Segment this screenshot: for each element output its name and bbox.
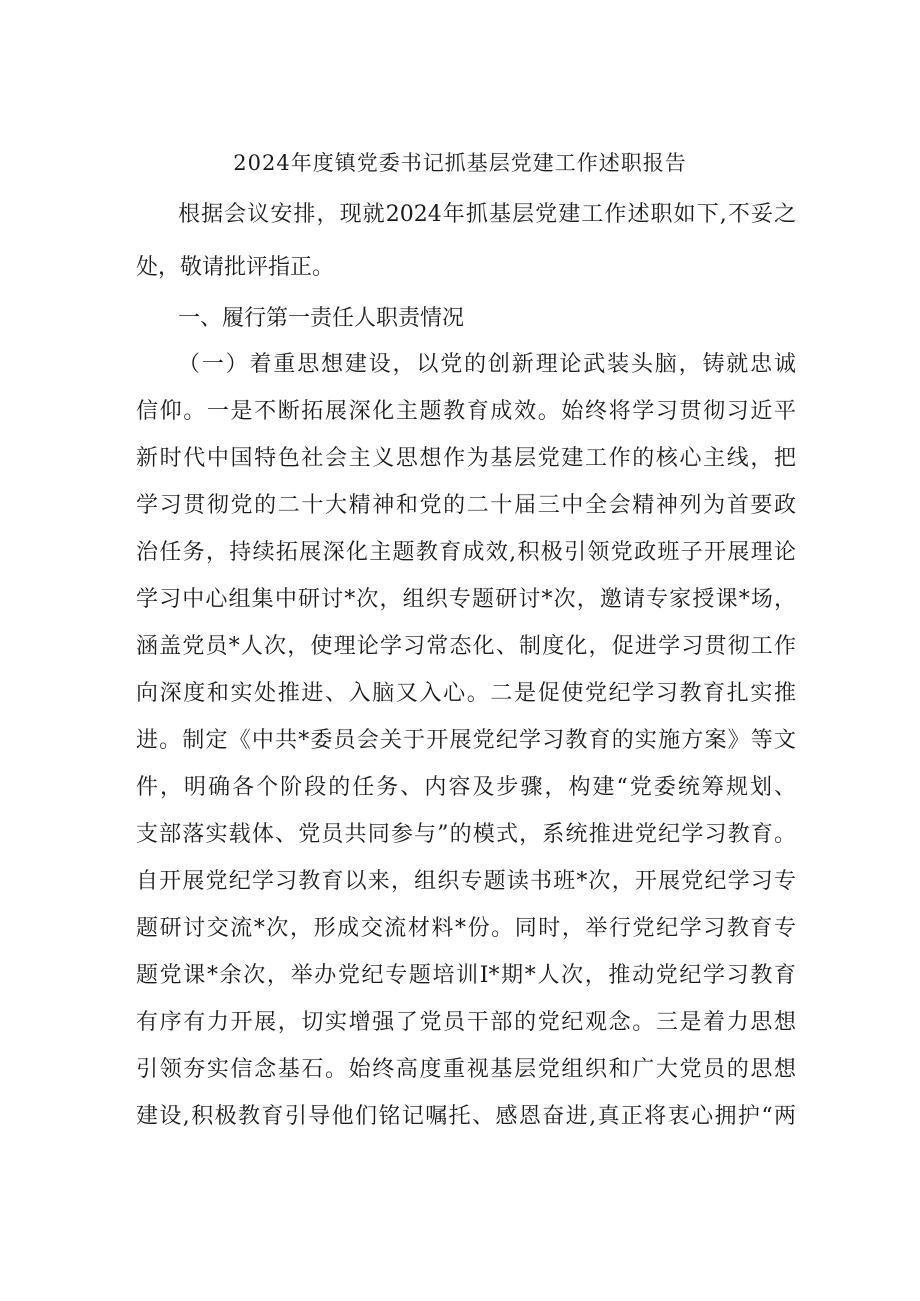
paragraph-line: 向深度和实处推进、入脑又入心。二是促使党纪学习教育扎实推	[136, 681, 796, 706]
paragraph-line: 处，敬请批评指正。	[136, 255, 335, 280]
paragraph-line: 根据会议安排，现就2024年抓基层党建工作述职如下,不妥之	[178, 202, 796, 227]
paragraph-line: 有序有力开展，切实增强了党员干部的党纪观念。三是着力思想	[136, 1010, 796, 1035]
paragraph-line: 学习中心组集中研讨*次，组织专题研讨*次，邀请专家授课*场，	[136, 587, 796, 612]
paragraph-line: 题研讨交流*次，形成交流材料*份。同时，举行党纪学习教育专	[136, 916, 796, 941]
paragraph-line: 进。制定《中共*委员会关于开展党纪学习教育的实施方案》等文	[136, 728, 796, 753]
paragraph-line: 学习贯彻党的二十大精神和党的二十届三中全会精神列为首要政	[136, 493, 796, 518]
paragraph-line: 题党课*余次，举办党纪专题培训I*期*人次，推动党纪学习教育	[136, 963, 796, 988]
paragraph-line: （一）着重思想建设，以党的创新理论武装头脑，铸就忠诚	[178, 352, 796, 377]
document-title: 2024年度镇党委书记抓基层党建工作述职报告	[233, 151, 687, 175]
paragraph-line: 新时代中国特色社会主义思想作为基层党建工作的核心主线，把	[136, 446, 796, 471]
paragraph-line: 信仰。一是不断拓展深化主题教育成效。始终将学习贯彻习近平	[136, 399, 796, 424]
paragraph-line: 件，明确各个阶段的任务、内容及步骤，构建“党委统筹规划、	[136, 775, 796, 800]
paragraph-line: 自开展党纪学习教育以来，组织专题读书班*次，开展党纪学习专	[136, 869, 796, 894]
paragraph-line: 引领夯实信念基石。始终高度重视基层党组织和广大党员的思想	[136, 1057, 796, 1082]
paragraph-line: 治任务，持续拓展深化主题教育成效,积极引领党政班子开展理论	[136, 540, 796, 565]
paragraph-line: 支部落实载体、党员共同参与”的模式，系统推进党纪学习教育。	[136, 822, 796, 847]
paragraph-line: 涵盖党员*人次，使理论学习常态化、制度化，促进学习贯彻工作	[136, 634, 796, 659]
section-heading: 一、履行第一责任人职责情况	[178, 306, 465, 331]
paragraph-line: 建设,积极教育引导他们铭记嘱托、感恩奋进,真正将衷心拥护“两	[136, 1104, 796, 1129]
